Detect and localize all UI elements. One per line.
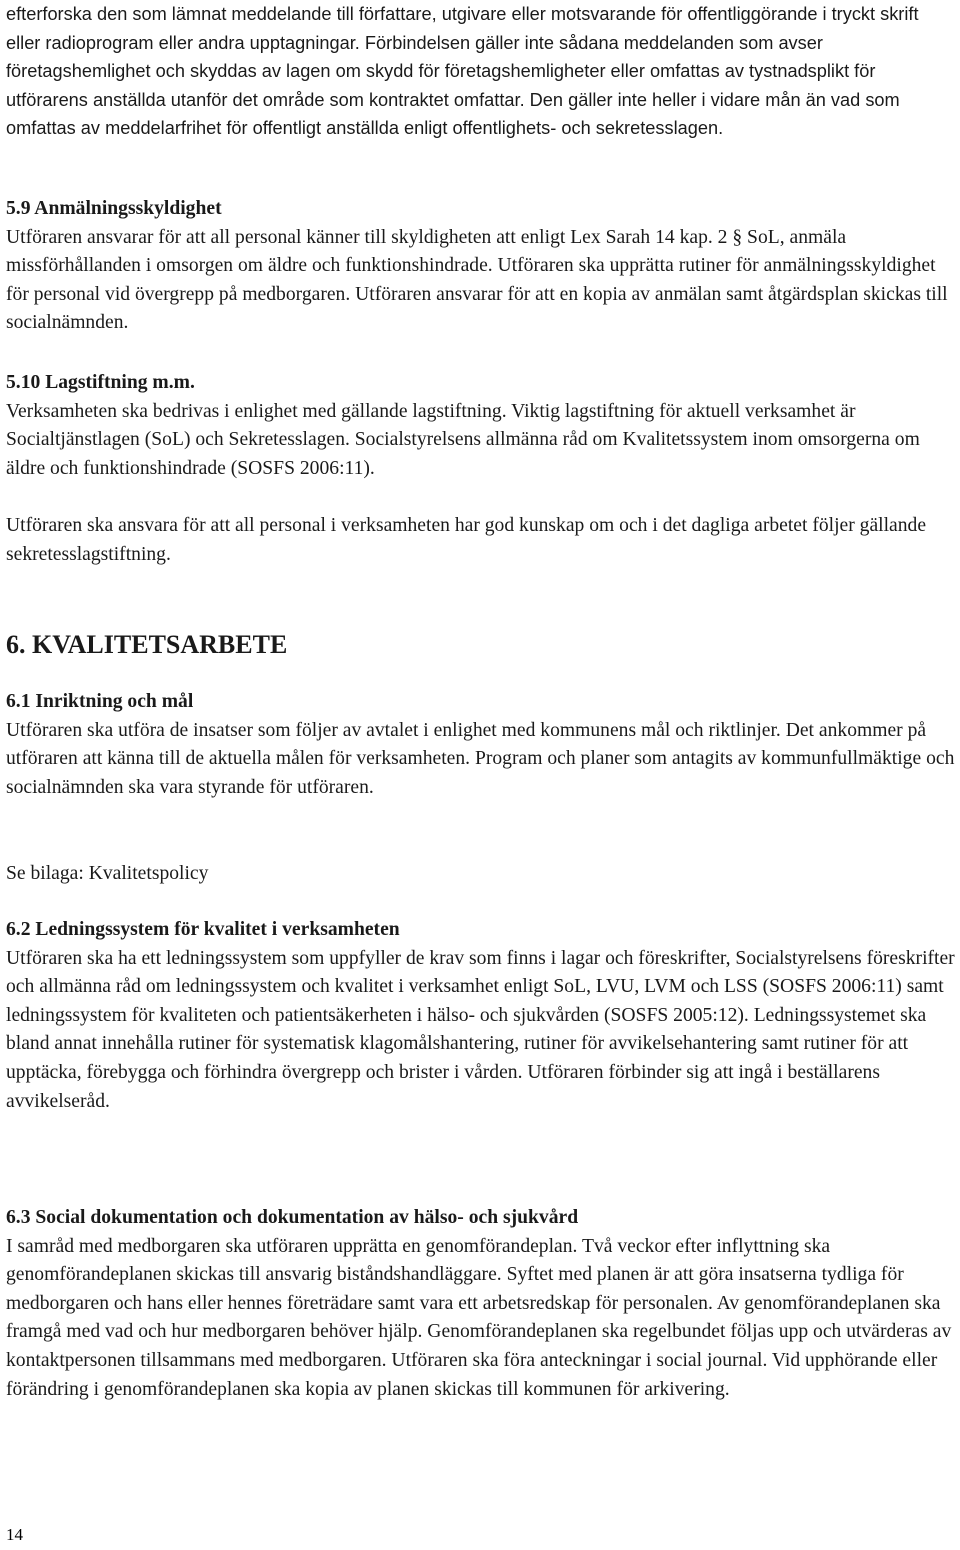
section-5-10 (6, 369, 956, 483)
section-6-1 (6, 688, 956, 802)
section-6-2 (6, 916, 956, 1116)
section-5-9 (6, 195, 956, 338)
section-6-3 (6, 1204, 956, 1404)
attachment-reference: Se bilaga: Kvalitetspolicy (6, 863, 209, 884)
intro-paragraph: efterforska den som lämnat meddelande till författare, utgivare eller motsvarande för offentliggörande i tryckt skrift eller radioprogram eller andra upptagningar. Förbindelsen gäller inte sådana meddelanden som avser företagshemlighet och skyddas av lagen om skydd för företagshemligheter eller omfattas av tystnadsplikt för utförarens anställda utanför det område som kontraktet omfattar. Den gäller inte heller i vidare mån än vad som omfattas av meddelarfrihet för offentligt anställda enligt offentlighets- och sekretesslagen. (6, 4, 919, 139)
section-heading: 6.3 Social dokumentation och dokumentation av hälso- och sjukvård (6, 1207, 579, 1228)
section-body: Verksamheten ska bedrivas i enlighet med gällande lagstiftning. Viktig lagstiftning för aktuell verksamhet är Socialtjänstlagen (SoL) och Sekretesslagen. Socialstyrelsens allmänna råd om Kvalitetssystem inom omsorgerna om äldre och funktionshindrade (SOSFS 2006:11). (6, 400, 920, 479)
section-body: Utföraren ska utföra de insatser som följer av avtalet i enlighet med kommunens mål och riktlinjer. Det ankommer på utföraren att känna till de aktuella målen för verksamheten. Program och planer som antagits av kommunfullmäktige och socialnämnden ska vara styrande för utföraren. (6, 719, 955, 798)
section-body: Utföraren ska ha ett ledningssystem som uppfyller de krav som finns i lagar och föreskrifter, Socialstyrelsens föreskrifter och allmänna råd om ledningssystem och kvalitet i verksamhet enligt SoL, LVU, LVM och LSS (SOSFS 2006:11) samt ledningssystem för kvaliteten och patientsäkerheten i hälso- och sjukvården (SOSFS 2005:12). Ledningssystemet ska bland annat innehålla rutiner för systematisk klagomålshantering, rutiner för avvikelsehantering samt rutiner för att upptäcka, förebygga och förhindra övergrepp och brister i vården. Utföraren förbinder sig att ingå i beställarens avvikelseråd. (6, 947, 955, 1112)
section-heading: 5.10 Lagstiftning m.m. (6, 372, 195, 393)
section-heading: 5.9 Anmälningsskyldighet (6, 198, 222, 219)
page-number: 14 (6, 1525, 23, 1544)
section-body-secondary: Utföraren ska ansvara för att all personal i verksamheten har god kunskap om och i det dagliga arbetet följer gällande sekretesslagstiftning. (6, 515, 927, 565)
section-heading: 6.1 Inriktning och mål (6, 691, 194, 712)
section-body: Utföraren ansvarar för att all personal känner till skyldigheten att enligt Lex Sarah 14 kap. 2 § SoL, anmäla missförhållanden i omsorgen om äldre och funktionshindrade. Utföraren ska upprätta rutiner för anmälningsskyldighet för personal vid övergrepp på medborgaren. Utföraren ansvarar för att en kopia av anmälan samt åtgärdsplan skickas till socialnämnden. (6, 226, 948, 334)
chapter-heading: 6. KVALITETSARBETE (6, 630, 288, 659)
section-heading: 6.2 Ledningssystem för kvalitet i verksamheten (6, 919, 400, 940)
section-body: I samråd med medborgaren ska utföraren upprätta en genomförandeplan. Två veckor efter inflyttning ska genomförandeplanen skickas till ansvarig biståndshandläggare. Syftet med planen är att göra insatserna tydliga för medborgaren och hans eller hennes företrädare samt vara ett arbetsredskap för personalen. Av genomförandeplanen ska framgå med vad och hur medborgaren behöver hjälp. Genomförandeplanen ska regelbundet följas upp och utvärderas av kontaktpersonen tillsammans med medborgaren. Utföraren ska föra anteckningar i social journal. Vid upphörande eller förändring i genomförandeplanen ska kopia av planen skickas till kommunen för arkivering. (6, 1235, 952, 1400)
